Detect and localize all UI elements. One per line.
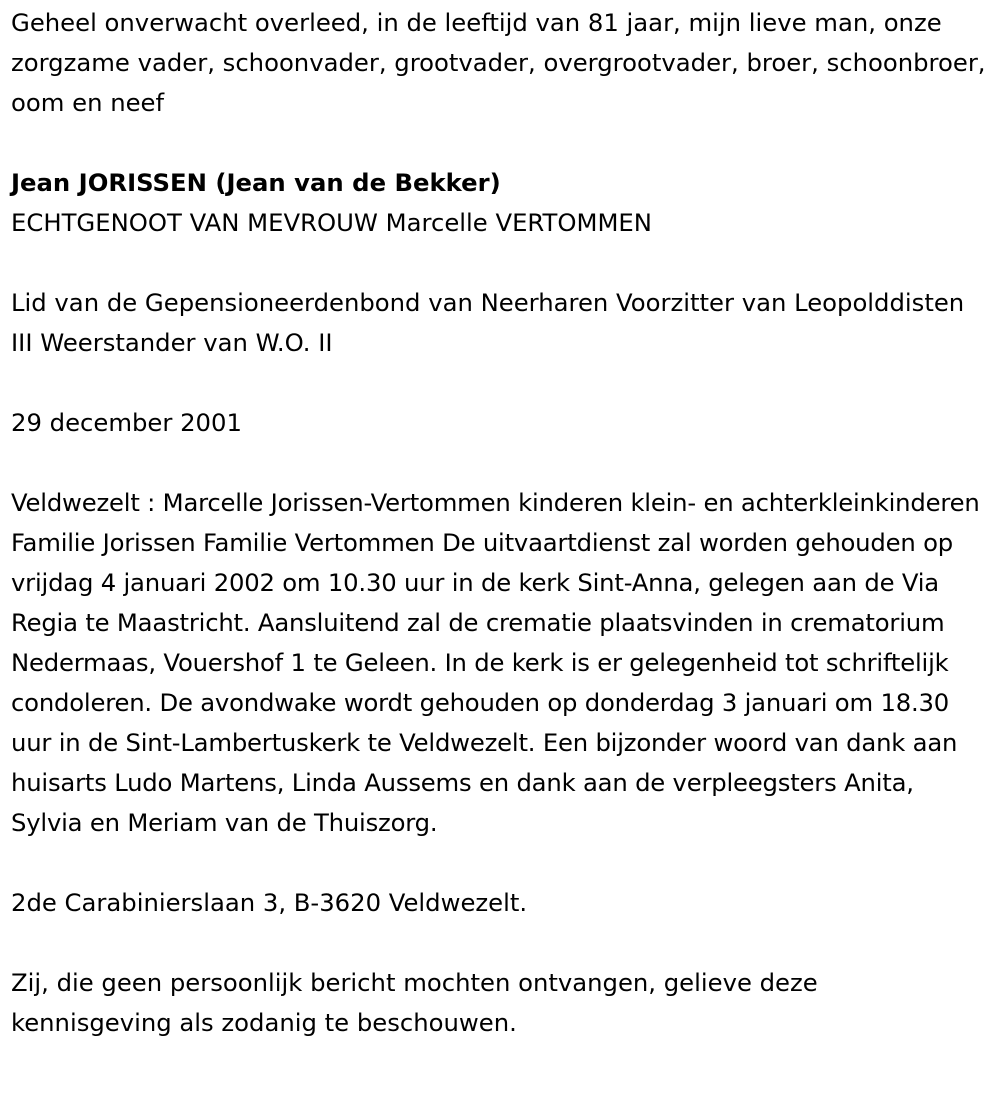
family-and-service-paragraph: Veldwezelt : Marcelle Jorissen-Vertommen kinderen klein- en achterkleinkinderen Familie Jorissen Familie Vertommen De uitvaartdienst zal worden gehouden op vrijdag 4 januari 2002 om 10.30 uur in de kerk Sint-Anna, gelegen aan de Via Regia te Maastricht. Aansluitend zal de crematie plaatsvinden in crematorium Nedermaas, Vouershof 1 te Geleen. In de kerk is er gelegenheid tot schriftelijk condoleren. De avondwake wordt gehouden op donderdag 3 januari om 18.30 uur in de Sint-Lambertuskerk te Veldwezelt. Een bijzonder woord van dank aan huisarts Ludo Martens, Linda Aussems en dank aan de verpleegsters Anita, Sylvia en Meriam van de Thuiszorg. — [11, 488, 980, 837]
spouse-line: ECHTGENOOT VAN MEVROUW Marcelle VERTOMMEN — [11, 208, 652, 237]
intro-paragraph: Geheel onverwacht overleed, in de leeftijd van 81 jaar, mijn lieve man, onze zorgzame vader, schoonvader, grootvader, overgrootvader, broer, schoonbroer, oom en neef — [11, 8, 986, 117]
date-of-death: 29 december 2001 — [11, 408, 242, 437]
closing-paragraph: Zij, die geen persoonlijk bericht mochten ontvangen, gelieve deze kennisgeving als zodanig te beschouwen. — [11, 968, 818, 1037]
address-line: 2de Carabinierslaan 3, B-3620 Veldwezelt. — [11, 888, 528, 917]
deceased-name: Jean JORISSEN (Jean van de Bekker) — [11, 168, 501, 197]
death-notice — [11, 3, 986, 1043]
memberships-paragraph: Lid van de Gepensioneerdenbond van Neerharen Voorzitter van Leopolddisten III Weerstander van W.O. II — [11, 288, 965, 357]
